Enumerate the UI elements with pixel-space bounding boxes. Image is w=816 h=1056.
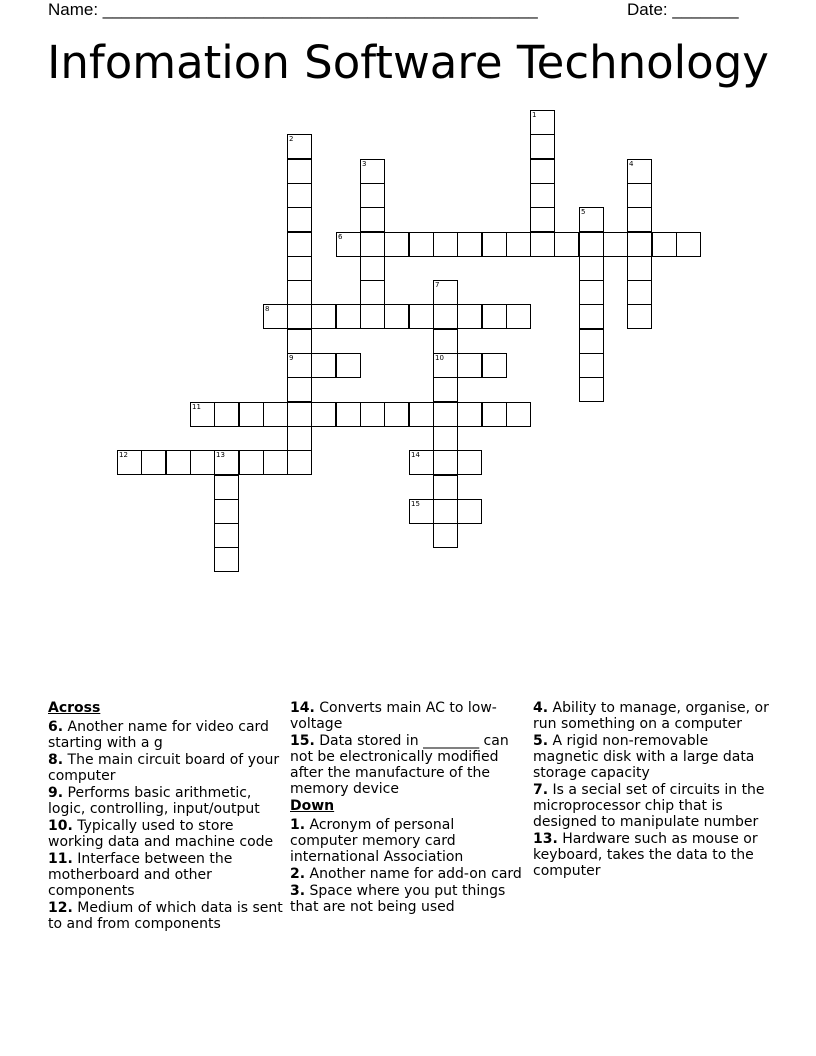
grid-cell[interactable] xyxy=(506,402,531,427)
grid-cell[interactable] xyxy=(409,402,434,427)
clues-column-1 xyxy=(48,700,283,933)
grid-cell[interactable] xyxy=(579,377,604,402)
grid-cell[interactable] xyxy=(482,232,507,257)
grid-cell[interactable] xyxy=(287,426,312,451)
grid-cell[interactable] xyxy=(287,304,312,329)
grid-cell[interactable] xyxy=(627,304,652,329)
grid-cell[interactable] xyxy=(360,402,385,427)
clue-down-13: 13. Hardware such as mouse or keyboard, takes the data to the computer xyxy=(533,831,758,879)
grid-cell[interactable] xyxy=(579,280,604,305)
grid-cell[interactable] xyxy=(409,304,434,329)
clue-number-label: 8 xyxy=(265,305,270,313)
grid-cell[interactable] xyxy=(263,402,288,427)
grid-cell[interactable] xyxy=(214,402,239,427)
clue-across-10: 10. Typically used to store working data and machine code xyxy=(48,818,274,850)
grid-cell[interactable] xyxy=(287,134,312,159)
grid-cell[interactable] xyxy=(336,353,361,378)
grid-cell[interactable] xyxy=(433,232,458,257)
grid-cell[interactable] xyxy=(627,280,652,305)
grid-cell[interactable] xyxy=(530,134,555,159)
grid-cell[interactable] xyxy=(214,475,239,500)
clue-number-label: 5 xyxy=(581,208,586,216)
clue-number-label: 2 xyxy=(289,135,294,143)
grid-cell[interactable] xyxy=(627,232,652,257)
grid-cell[interactable] xyxy=(530,183,555,208)
grid-cell[interactable] xyxy=(433,402,458,427)
grid-cell[interactable] xyxy=(457,232,482,257)
grid-cell[interactable] xyxy=(287,232,312,257)
clue-number-label: 9 xyxy=(289,354,294,362)
clue-across-15: 15. Data stored in ________ can not be electronically modified after the manufacture of the memory device xyxy=(290,733,509,797)
grid-cell[interactable] xyxy=(579,304,604,329)
grid-cell[interactable] xyxy=(360,280,385,305)
grid-cell[interactable] xyxy=(409,499,434,524)
clue-number-label: 15 xyxy=(411,500,420,508)
grid-cell[interactable] xyxy=(287,159,312,184)
clue-down-3: 3. Space where you put things that are not being used xyxy=(290,883,506,915)
grid-cell[interactable] xyxy=(190,450,215,475)
grid-cell[interactable] xyxy=(554,232,579,257)
grid-cell[interactable] xyxy=(579,329,604,354)
grid-cell[interactable] xyxy=(579,232,604,257)
grid-cell[interactable] xyxy=(384,402,409,427)
clue-number-label: 4 xyxy=(629,160,634,168)
grid-cell[interactable] xyxy=(287,402,312,427)
grid-cell[interactable] xyxy=(652,232,677,257)
grid-cell[interactable] xyxy=(433,353,458,378)
grid-cell[interactable] xyxy=(311,304,336,329)
clue-number-label: 14 xyxy=(411,451,420,459)
grid-cell[interactable] xyxy=(433,475,458,500)
grid-cell[interactable] xyxy=(214,523,239,548)
grid-cell[interactable] xyxy=(336,304,361,329)
grid-cell[interactable] xyxy=(263,304,288,329)
grid-cell[interactable] xyxy=(627,256,652,281)
name-field-label: Name: ______________________________________________ xyxy=(48,0,538,19)
clue-down-1: 1. Acronym of personal computer memory card international Association xyxy=(290,817,464,865)
clue-number-label: 7 xyxy=(435,281,440,289)
grid-cell[interactable] xyxy=(433,499,458,524)
grid-cell[interactable] xyxy=(360,232,385,257)
grid-cell[interactable] xyxy=(239,450,264,475)
down-heading: Down xyxy=(290,798,335,814)
clue-number-label: 13 xyxy=(216,451,225,459)
grid-cell[interactable] xyxy=(141,450,166,475)
grid-cell[interactable] xyxy=(287,280,312,305)
grid-cell[interactable] xyxy=(482,304,507,329)
grid-cell[interactable] xyxy=(482,353,507,378)
grid-cell[interactable] xyxy=(214,450,239,475)
clue-across-9: 9. Performs basic arithmetic, logic, controlling, input/output xyxy=(48,785,260,817)
across-heading: Across xyxy=(48,700,101,716)
grid-cell[interactable] xyxy=(530,232,555,257)
grid-cell[interactable] xyxy=(287,256,312,281)
grid-cell[interactable] xyxy=(457,499,482,524)
grid-cell[interactable] xyxy=(457,450,482,475)
grid-cell[interactable] xyxy=(457,402,482,427)
grid-cell[interactable] xyxy=(627,183,652,208)
grid-cell[interactable] xyxy=(409,450,434,475)
grid-cell[interactable] xyxy=(287,183,312,208)
clue-number-label: 6 xyxy=(338,233,343,241)
grid-cell[interactable] xyxy=(214,499,239,524)
grid-cell[interactable] xyxy=(311,353,336,378)
grid-cell[interactable] xyxy=(409,232,434,257)
clue-number-label: 3 xyxy=(362,160,367,168)
grid-cell[interactable] xyxy=(214,547,239,572)
grid-cell[interactable] xyxy=(384,232,409,257)
grid-cell[interactable] xyxy=(287,377,312,402)
grid-cell[interactable] xyxy=(336,402,361,427)
clue-down-7: 7. Is a secial set of circuits in the microprocessor chip that is designed to manipulate number xyxy=(533,782,765,830)
grid-cell[interactable] xyxy=(530,110,555,135)
grid-cell[interactable] xyxy=(360,304,385,329)
date-field-label: Date: _______ xyxy=(627,0,739,19)
clue-number-label: 11 xyxy=(192,403,201,411)
clues-column-2 xyxy=(290,700,525,916)
page-title: Infomation Software Technology xyxy=(47,36,769,89)
clue-number-label: 10 xyxy=(435,354,444,362)
grid-cell[interactable] xyxy=(190,402,215,427)
grid-cell[interactable] xyxy=(239,402,264,427)
grid-cell[interactable] xyxy=(579,256,604,281)
grid-cell[interactable] xyxy=(482,402,507,427)
clue-down-2: 2. Another name for add-on card xyxy=(290,866,522,882)
grid-cell[interactable] xyxy=(287,207,312,232)
clue-across-14: 14. Converts main AC to low-voltage xyxy=(290,700,497,732)
clue-number-label: 1 xyxy=(532,111,537,119)
grid-cell[interactable] xyxy=(627,207,652,232)
grid-cell[interactable] xyxy=(360,207,385,232)
grid-cell[interactable] xyxy=(433,280,458,305)
grid-cell[interactable] xyxy=(506,304,531,329)
grid-cell[interactable] xyxy=(433,377,458,402)
grid-cell[interactable] xyxy=(360,183,385,208)
grid-cell[interactable] xyxy=(360,256,385,281)
clue-down-5: 5. A rigid non-removable magnetic disk with a large data storage capacity xyxy=(533,733,755,781)
clue-across-12: 12. Medium of which data is sent to and from components xyxy=(48,900,283,932)
grid-cell[interactable] xyxy=(457,353,482,378)
grid-cell[interactable] xyxy=(166,450,191,475)
grid-cell[interactable] xyxy=(384,304,409,329)
grid-cell[interactable] xyxy=(433,426,458,451)
grid-cell[interactable] xyxy=(117,450,142,475)
grid-cell[interactable] xyxy=(287,353,312,378)
grid-cell[interactable] xyxy=(530,159,555,184)
clue-number-label: 12 xyxy=(119,451,128,459)
grid-cell[interactable] xyxy=(676,232,701,257)
grid-cell[interactable] xyxy=(311,402,336,427)
grid-cell[interactable] xyxy=(336,232,361,257)
grid-cell[interactable] xyxy=(457,304,482,329)
grid-cell[interactable] xyxy=(433,304,458,329)
grid-cell[interactable] xyxy=(603,232,628,257)
grid-cell[interactable] xyxy=(360,159,385,184)
clue-across-6: 6. Another name for video card starting with a g xyxy=(48,719,269,751)
grid-cell[interactable] xyxy=(506,232,531,257)
grid-cell[interactable] xyxy=(530,207,555,232)
grid-cell[interactable] xyxy=(433,523,458,548)
grid-cell[interactable] xyxy=(579,207,604,232)
clue-across-8: 8. The main circuit board of your computer xyxy=(48,752,280,784)
grid-cell[interactable] xyxy=(287,329,312,354)
grid-cell[interactable] xyxy=(433,329,458,354)
grid-cell[interactable] xyxy=(287,450,312,475)
grid-cell[interactable] xyxy=(627,159,652,184)
clue-across-11: 11. Interface between the motherboard and other components xyxy=(48,851,233,899)
grid-cell[interactable] xyxy=(579,353,604,378)
clues-column-3 xyxy=(533,700,773,880)
grid-cell[interactable] xyxy=(433,450,458,475)
grid-cell[interactable] xyxy=(263,450,288,475)
clue-down-4: 4. Ability to manage, organise, or run something on a computer xyxy=(533,700,769,732)
